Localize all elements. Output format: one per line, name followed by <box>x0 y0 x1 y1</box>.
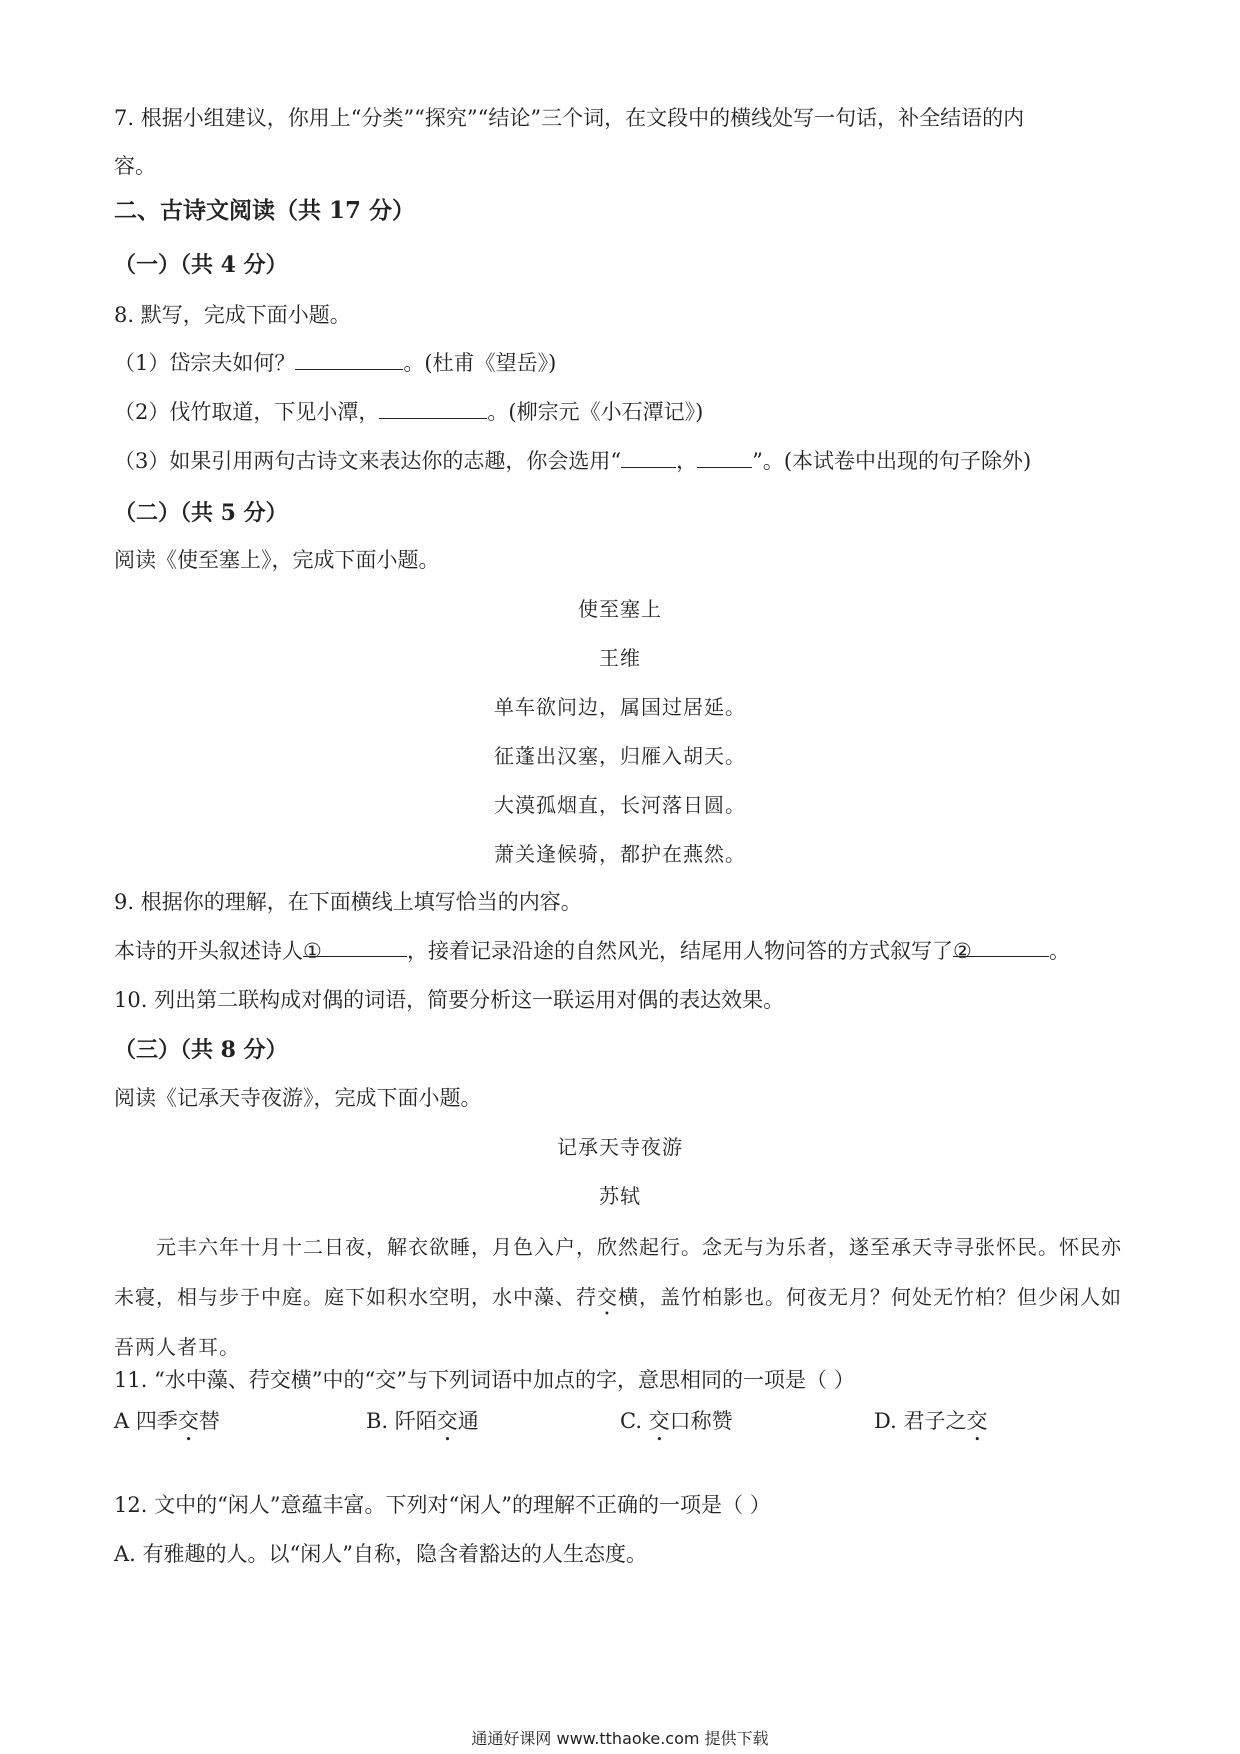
option-emph: 交 <box>966 1409 988 1433</box>
poem-line: 单车欲问边，属国过居延。 <box>494 695 746 719</box>
poem-author: 王维 <box>599 646 641 670</box>
q8-item1-blank[interactable] <box>295 349 403 370</box>
q11-option-c[interactable] <box>620 1406 733 1446</box>
q9-text-c: 。 <box>1049 939 1070 963</box>
poem-line: 萧关逢候骑，都护在燕然。 <box>494 842 746 866</box>
q12-option-a[interactable]: A. 有雅趣的人。以“闲人”自称，隐含着豁达的人生态度。 <box>114 1542 647 1566</box>
part1-title: （一）（共 4 分） <box>114 252 288 278</box>
page-footer: 通通好课网 www.tthaoke.com 提供下载 <box>471 1729 769 1748</box>
option-text: 替 <box>198 1409 220 1433</box>
q12-stem: 12. 文中的“闲人”意蕴丰富。下列对“闲人”的理解不正确的一项是（ ） <box>114 1493 771 1517</box>
prose-author: 苏轼 <box>599 1184 641 1208</box>
q8-item3 <box>114 446 1031 476</box>
q8-item1 <box>114 348 556 378</box>
part2-title: （二）（共 5 分） <box>114 500 288 526</box>
q11-stem: 11. “水中藻、荇交横”中的“交”与下列词语中加点的字，意思相同的一项是（ ） <box>114 1368 855 1392</box>
part2-intro: 阅读《使至塞上》，完成下面小题。 <box>114 548 440 572</box>
prose-emph-jiao: 交 <box>597 1285 618 1309</box>
q7-line1: 7. 根据小组建议，你用上“分类”“探究”“结论”三个词，在文段中的横线处写一句话，补全结语的内 <box>114 106 1025 130</box>
q11-option-d[interactable] <box>874 1406 987 1446</box>
part3-intro: 阅读《记承天寺夜游》，完成下面小题。 <box>114 1086 482 1110</box>
q8-item3-blank1[interactable] <box>621 447 676 468</box>
q11-option-a[interactable] <box>114 1406 220 1446</box>
poem-title: 使至塞上 <box>578 597 662 621</box>
prose-text-b: 横，盖竹柏影也。何夜无月？何处无竹柏？但少闲人如吾两人者耳。 <box>114 1285 1122 1359</box>
q8-item3-post: ”。(本试卷中出现的句子除外) <box>752 449 1032 473</box>
option-emph: 交 <box>648 1409 670 1433</box>
q9-stem: 9. 根据你的理解，在下面横线上填写恰当的内容。 <box>114 890 582 914</box>
q8-item2-post: 。(柳宗元《小石潭记》) <box>487 400 704 424</box>
prose-body <box>114 1222 1124 1372</box>
q9-fill <box>114 936 1070 966</box>
option-emph: 交 <box>436 1409 458 1433</box>
q8-item1-pre: （1）岱宗夫如何？ <box>114 351 296 375</box>
option-text: B. 阡陌 <box>366 1409 437 1433</box>
q11-option-b[interactable] <box>366 1406 479 1446</box>
q10-stem: 10. 列出第二联构成对偶的词语，简要分析这一联运用对偶的表达效果。 <box>114 988 785 1012</box>
option-text: C. <box>620 1409 649 1433</box>
prose-title: 记承天寺夜游 <box>557 1135 683 1159</box>
q8-item1-post: 。(杜甫《望岳》) <box>403 351 557 375</box>
q8-item2-blank[interactable] <box>379 398 487 419</box>
q8-item2-pre: （2）伐竹取道，下见小潭， <box>114 400 380 424</box>
q9-blank1[interactable] <box>303 936 407 963</box>
q8-item3-pre: （3）如果引用两句古诗文来表达你的志趣，你会选用“ <box>114 449 622 473</box>
option-text: 口称赞 <box>669 1409 733 1433</box>
option-emph: 交 <box>177 1409 199 1433</box>
q9-text-a: 本诗的开头叙述诗人 <box>114 939 303 963</box>
option-text: D. 君子之 <box>874 1409 967 1433</box>
q8-item2 <box>114 397 703 427</box>
q8-stem: 8. 默写，完成下面小题。 <box>114 303 351 327</box>
q8-item3-mid: ， <box>676 449 698 473</box>
option-text: A 四季 <box>114 1409 178 1433</box>
option-text: 通 <box>457 1409 479 1433</box>
q9-mark2: ② <box>953 939 972 963</box>
poem-line: 大漠孤烟直，长河落日圆。 <box>494 793 746 817</box>
q9-blank2[interactable] <box>953 936 1049 963</box>
section2-title: 二、古诗文阅读（共 17 分） <box>114 197 416 224</box>
prose-text-a: 元丰六年十月十二日夜，解衣欲睡，月色入户，欣然起行。念无与为乐者，遂至承天寺寻张怀民。怀民亦未寝，相与步于中庭。庭下如积水空明，水中藻、荇 <box>114 1235 1122 1309</box>
q9-text-b: ，接着记录沿途的自然风光，结尾用人物问答的方式叙写了 <box>407 939 953 963</box>
q7-line2: 容。 <box>114 154 156 178</box>
q8-item3-blank2[interactable] <box>697 447 752 468</box>
q9-mark1: ① <box>303 939 322 963</box>
poem-line: 征蓬出汉塞，归雁入胡天。 <box>494 744 746 768</box>
part3-title: （三）（共 8 分） <box>114 1037 288 1063</box>
